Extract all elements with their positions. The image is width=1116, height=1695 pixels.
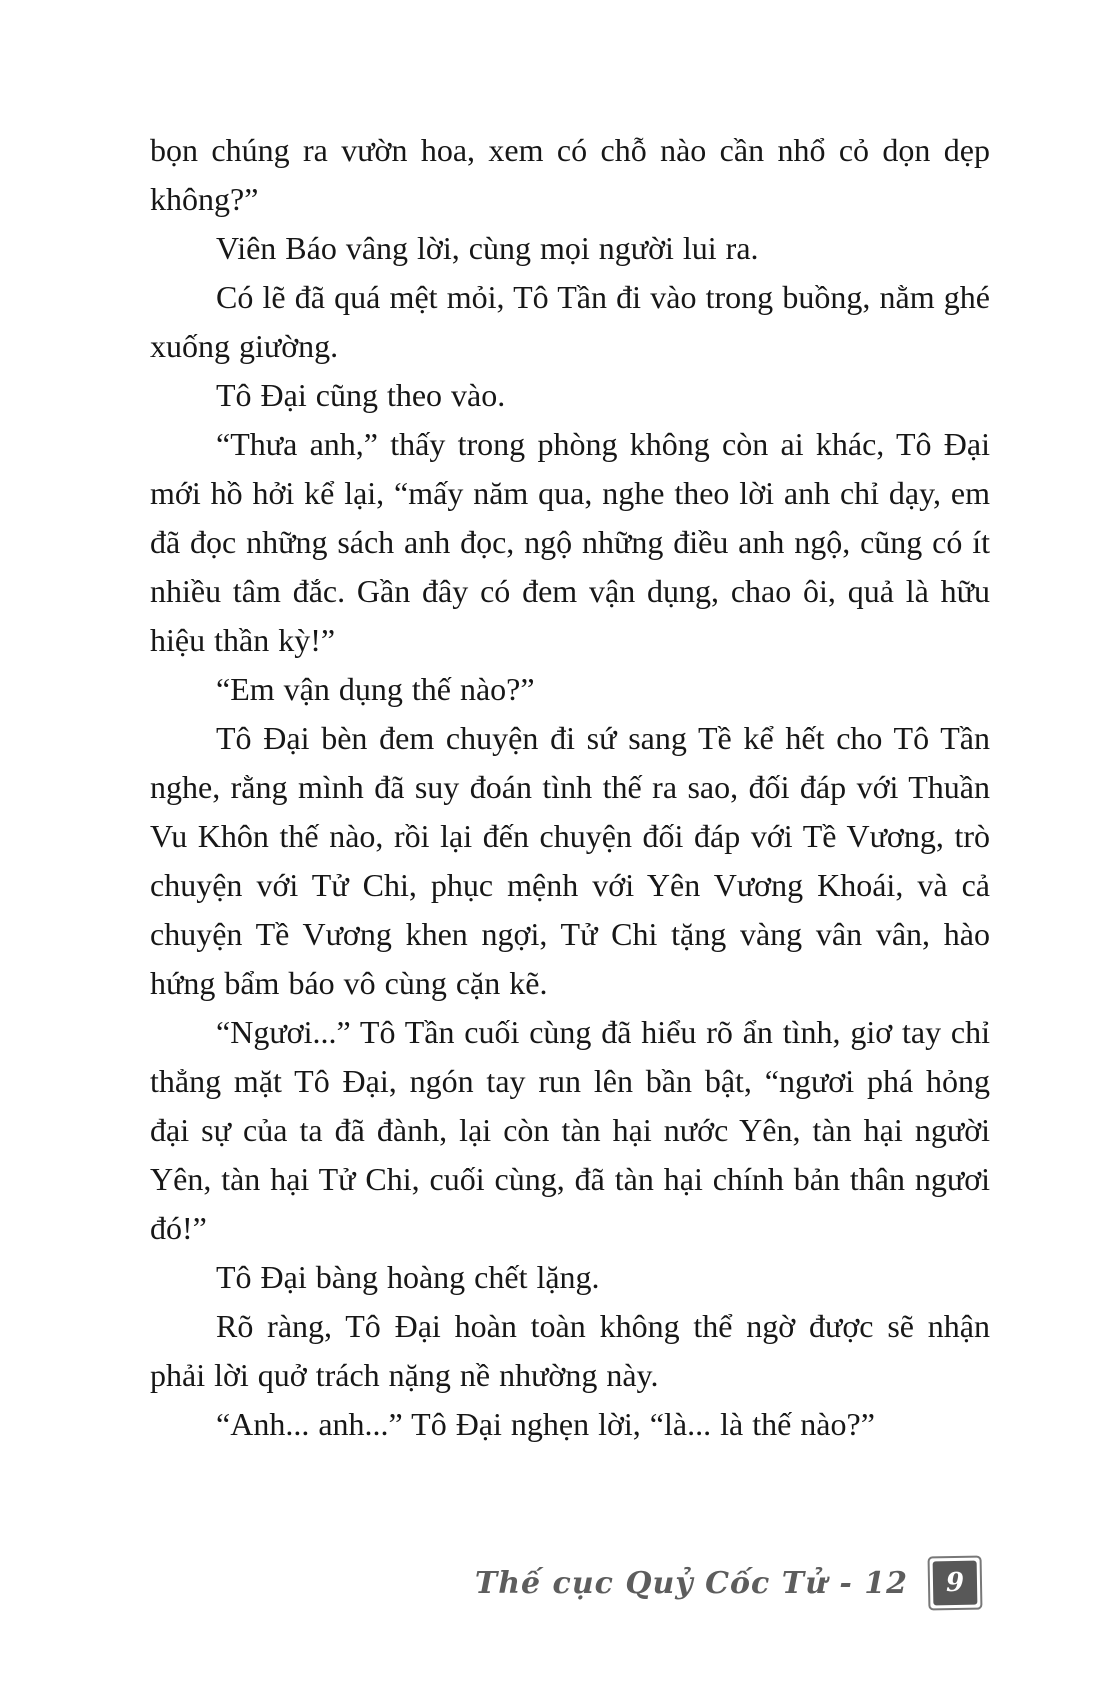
paragraph: “Anh... anh...” Tô Đại nghẹn lời, “là... là thế nào?” <box>216 1406 875 1442</box>
paragraph: Tô Đại bàng hoàng chết lặng. <box>216 1259 600 1295</box>
paragraph: Có lẽ đã quá mệt mỏi, Tô Tần đi vào trong buồng, nằm ghé xuống giường. <box>150 279 990 364</box>
paragraph: “Em vận dụng thế nào?” <box>216 671 535 707</box>
paragraph: “Ngươi...” Tô Tần cuối cùng đã hiểu rõ ẩn tình, giơ tay chỉ thẳng mặt Tô Đại, ngón tay run lên bần bật, “ngươi phá hỏng đại sự của ta đã đành, lại còn tàn hại nước Yên, tàn hại người Yên, tàn hại Tử Chi, cuối cùng, đã tàn hại chính bản thân ngươi đó!” <box>150 1014 990 1246</box>
paragraph: Tô Đại cũng theo vào. <box>216 377 506 413</box>
page-number-badge-fill <box>933 1561 978 1606</box>
paragraph: Tô Đại bèn đem chuyện đi sứ sang Tề kể hết cho Tô Tần nghe, rằng mình đã suy đoán tình thế ra sao, đối đáp với Thuần Vu Khôn thế nào, rồi lại đến chuyện đối đáp với Tề Vương, trò chuyện với Tử Chi, phục mệnh với Yên Vương Khoái, và cả chuyện Tề Vương khen ngợi, Tử Chi tặng vàng vân vân, hào hứng bẩm báo vô cùng cặn kẽ. <box>150 720 990 1001</box>
body-text <box>150 126 990 1449</box>
paragraph: “Thưa anh,” thấy trong phòng không còn ai khác, Tô Đại mới hồ hởi kể lại, “mấy năm qua, nghe theo lời anh chỉ dạy, em đã đọc những sách anh đọc, ngộ những điều anh ngộ, cũng có ít nhiều tâm đắc. Gần đây có đem vận dụng, chao ôi, quả là hữu hiệu thần kỳ!” <box>150 426 990 658</box>
page-footer <box>475 1556 982 1610</box>
page-number: 9 <box>945 1567 965 1599</box>
paragraph: Viên Báo vâng lời, cùng mọi người lui ra. <box>216 230 759 266</box>
page-number-badge <box>928 1556 983 1611</box>
footer-book-title: Thế cục Quỷ Cốc Tử - 12 <box>474 1565 908 1601</box>
paragraph: Rõ ràng, Tô Đại hoàn toàn không thể ngờ được sẽ nhận phải lời quở trách nặng nề nhường này. <box>150 1308 990 1393</box>
paragraph: bọn chúng ra vườn hoa, xem có chỗ nào cần nhổ cỏ dọn dẹp không?” <box>150 132 990 217</box>
